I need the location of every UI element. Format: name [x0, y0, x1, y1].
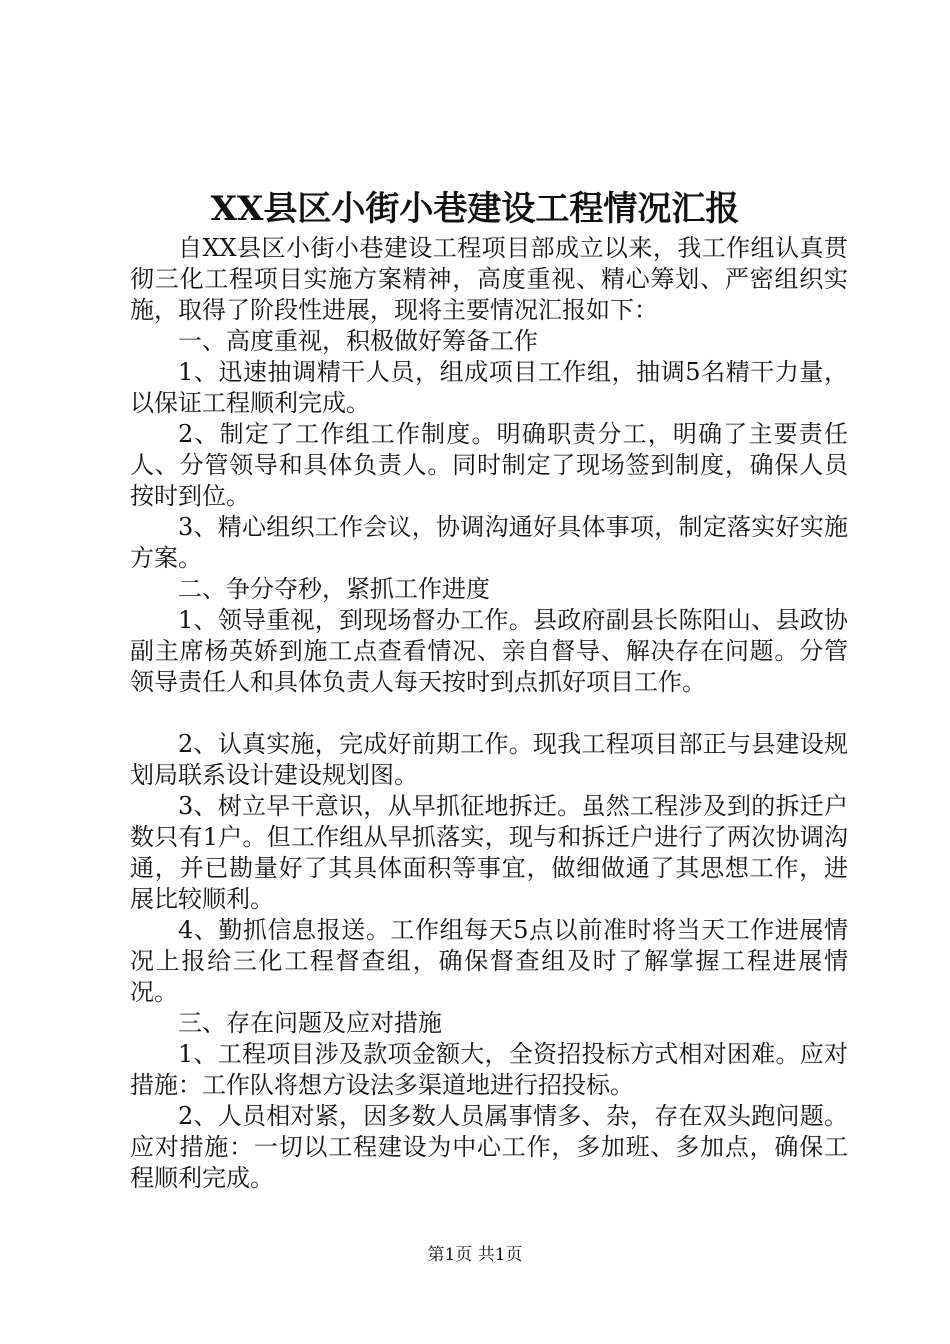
section-heading-1: 一、高度重视，积极做好筹备工作 — [178, 327, 538, 355]
paragraph-2-1: 1、领导重视，到现场督办工作。县政府副县长陈阳山、县政协副主席杨英娇到施工点查看情况、亲自督导、解决存在问题。分管领导责任人和具体负责人每天按时到点抓好项目工作。 — [130, 606, 848, 696]
paragraph-3-2: 2、人员相对紧，因多数人员属事情多、杂，存在双头跑问题。应对措施：一切以工程建设为中心工作，多加班、多加点，确保工程顺利完成。 — [130, 1102, 848, 1192]
paragraph-1-3: 3、精心组织工作会议，协调沟通好具体事项，制定落实好实施方案。 — [130, 513, 848, 572]
paragraph-1-2: 2、制定了工作组工作制度。明确职责分工，明确了主要责任人、分管领导和具体负责人。同时制定了现场签到制度，确保人员按时到位。 — [130, 420, 848, 510]
paragraph-3-1: 1、工程项目涉及款项金额大，全资招投标方式相对困难。应对措施：工作队将想方设法多渠道地进行招投标。 — [130, 1040, 848, 1099]
document-body — [130, 233, 848, 1194]
paragraph-1-1: 1、迅速抽调精干人员，组成项目工作组，抽调5名精干力量，以保证工程顺利完成。 — [130, 358, 848, 417]
document-title: XX县区小街小巷建设工程情况汇报 — [210, 189, 740, 229]
paragraph-2-3: 3、树立早干意识，从早抓征地拆迁。虽然工程涉及到的拆迁户数只有1户。但工作组从早抓落实，现与和拆迁户进行了两次协调沟通，并已勘量好了其具体面积等事宜，做细做通了其思想工作，进展比较顺利。 — [130, 792, 848, 913]
page-footer: 第1页 共1页 — [427, 1245, 523, 1265]
paragraph-2-2: 2、认真实施，完成好前期工作。现我工程项目部正与县建设规划局联系设计建设规划图。 — [130, 730, 848, 789]
paragraph-2-4: 4、勤抓信息报送。工作组每天5点以前准时将当天工作进展情况上报给三化工程督查组，确保督查组及时了解掌握工程进展情况。 — [130, 916, 848, 1006]
section-heading-2: 二、争分夺秒，紧抓工作进度 — [178, 575, 490, 603]
intro-paragraph: 自XX县区小街小巷建设工程项目部成立以来，我工作组认真贯彻三化工程项目实施方案精神，高度重视、精心筹划、严密组织实施，取得了阶段性进展，现将主要情况汇报如下： — [130, 234, 848, 324]
section-heading-3: 三、存在问题及应对措施 — [178, 1009, 442, 1037]
